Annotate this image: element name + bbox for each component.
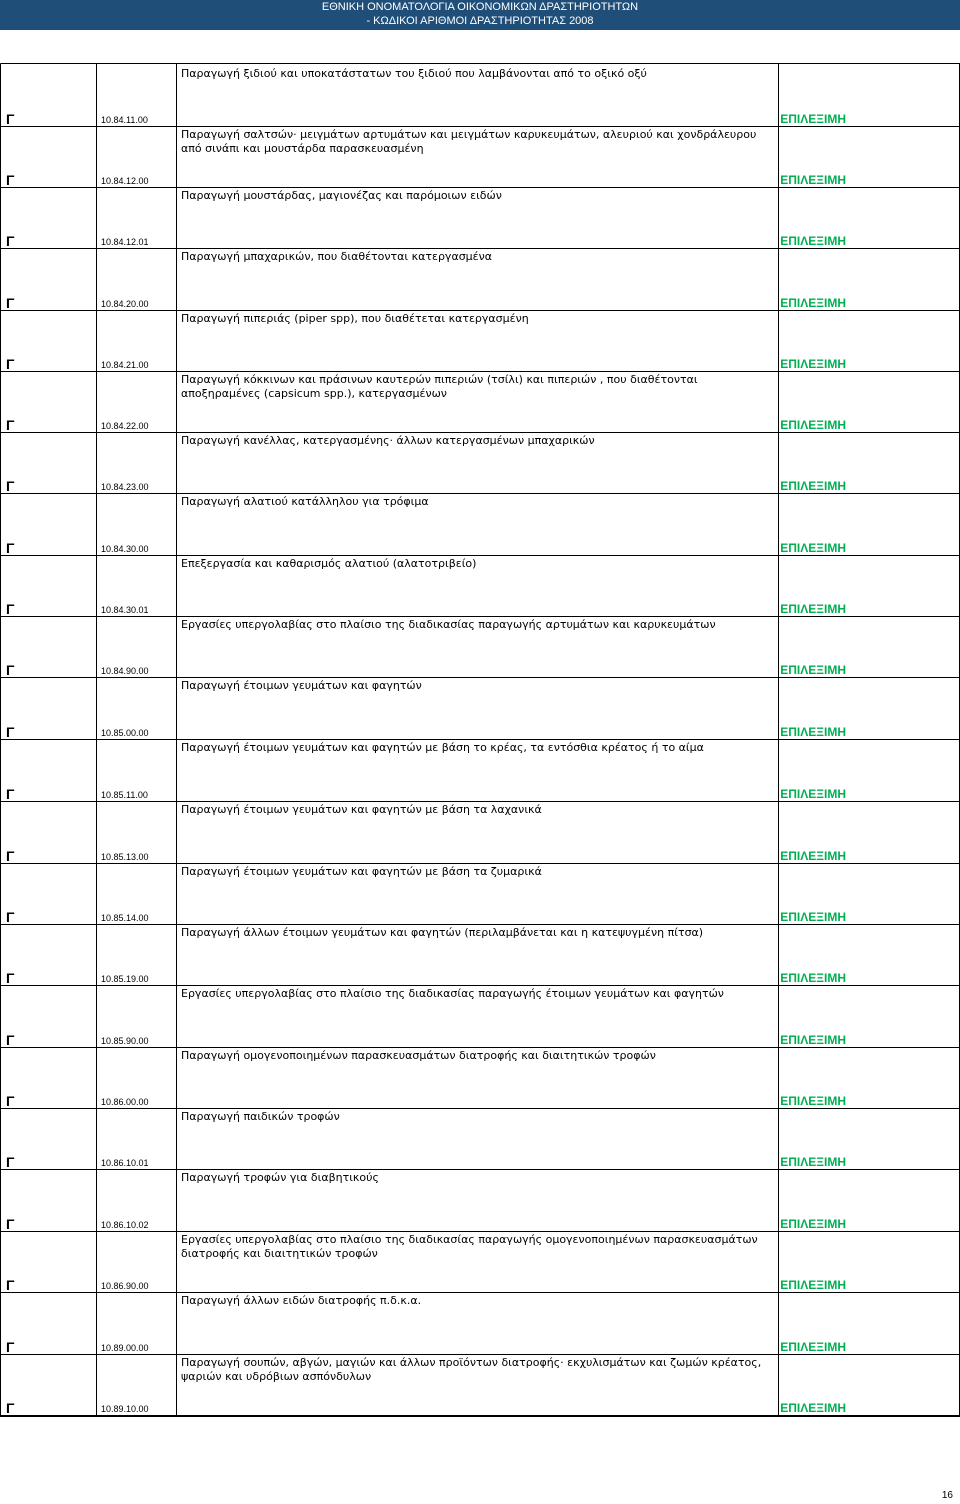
row-group-letter: Γ [6,601,15,617]
row-description: Παραγωγή σαλτσών· μειγμάτων αρτυμάτων και μειγμάτων καρυκευμάτων, αλευριού και χονδράλευρου από σινάπι και μουστάρδα παρασκευασμένη [181,128,757,155]
row-eligibility-status: ΕΠΙΛΕΞΙΜΗ [780,971,846,985]
row-group-letter: Γ [6,724,15,740]
row-eligibility-status: ΕΠΙΛΕΞΙΜΗ [780,1033,846,1047]
row-description: Επεξεργασία και καθαρισμός αλατιού (αλατοτριβείο) [181,557,477,570]
row-group-letter: Γ [6,1277,15,1293]
row-eligibility-status: ΕΠΙΛΕΞΙΜΗ [780,296,846,310]
row-eligibility-status: ΕΠΙΛΕΞΙΜΗ [780,1401,846,1415]
row-activity-code: 10.85.00.00 [101,728,149,738]
row-eligibility-status: ΕΠΙΛΕΞΙΜΗ [780,357,846,371]
row-group-letter: Γ [6,970,15,986]
row-description: Παραγωγή μπαχαρικών, που διαθέτονται κατεργασμένα [181,250,493,263]
row-activity-code: 10.86.10.01 [101,1158,149,1168]
row-description: Παραγωγή κόκκινων και πράσινων καυτερών πιπεριών (τσίλι) και πιπεριών , που διαθέτονται αποξηραμένες (capsicum spp.), κατεργασμένων [181,373,698,400]
row-activity-code: 10.85.90.00 [101,1036,149,1046]
row-eligibility-status: ΕΠΙΛΕΞΙΜΗ [780,725,846,739]
row-description: Εργασίες υπεργολαβίας στο πλαίσιο της διαδικασίας παραγωγής ομογενοποιημένων παρασκευασμάτων διατροφής και διαιτητικών τροφών [181,1233,758,1260]
row-description: Παραγωγή έτοιμων γευμάτων και φαγητών με βάση τα λαχανικά [181,803,542,816]
row-description: Παραγωγή άλλων ειδών διατροφής π.δ.κ.α. [181,1294,422,1307]
row-group-letter: Γ [6,417,15,433]
row-activity-code: 10.85.19.00 [101,974,149,984]
row-activity-code: 10.86.90.00 [101,1281,149,1291]
row-eligibility-status: ΕΠΙΛΕΞΙΜΗ [780,112,846,126]
row-activity-code: 10.84.22.00 [101,421,149,431]
row-group-letter: Γ [6,1339,15,1355]
row-description: Παραγωγή μουστάρδας, μαγιονέζας και παρόμοιων ειδών [181,189,502,202]
row-description: Παραγωγή κανέλλας, κατεργασμένης· άλλων κατεργασμένων μπαχαρικών [181,434,595,447]
row-activity-code: 10.84.30.01 [101,605,149,615]
row-activity-code: 10.84.12.01 [101,237,149,247]
row-group-letter: Γ [6,233,15,249]
row-activity-code: 10.85.13.00 [101,852,149,862]
page-number: 16 [941,1490,953,1501]
row-description: Εργασίες υπεργολαβίας στο πλαίσιο της διαδικασίας παραγωγής αρτυμάτων και καρυκευμάτων [181,618,716,631]
row-group-letter: Γ [6,786,15,802]
row-eligibility-status: ΕΠΙΛΕΞΙΜΗ [780,418,846,432]
row-eligibility-status: ΕΠΙΛΕΞΙΜΗ [780,787,846,801]
row-activity-code: 10.89.10.00 [101,1404,149,1414]
row-description: Εργασίες υπεργολαβίας στο πλαίσιο της διαδικασίας παραγωγής έτοιμων γευμάτων και φαγητών [181,987,724,1000]
row-group-letter: Γ [6,909,15,925]
row-group-letter: Γ [6,662,15,678]
row-group-letter: Γ [6,1032,15,1048]
row-eligibility-status: ΕΠΙΛΕΞΙΜΗ [780,1155,846,1169]
row-group-letter: Γ [6,356,15,372]
row-description: Παραγωγή πιπεριάς (piper spp), που διαθέτεται κατεργασμένη [181,312,529,325]
row-eligibility-status: ΕΠΙΛΕΞΙΜΗ [780,541,846,555]
row-activity-code: 10.85.11.00 [101,790,148,800]
row-group-letter: Γ [6,848,15,864]
row-eligibility-status: ΕΠΙΛΕΞΙΜΗ [780,1217,846,1231]
row-activity-code: 10.84.21.00 [101,360,149,370]
row-group-letter: Γ [6,172,15,188]
header-subtitle: - ΚΩΔΙΚΟΙ ΑΡΙΘΜΟΙ ΔΡΑΣΤΗΡΙΟΤΗΤΑΣ 2008 [366,15,594,27]
row-description: Παραγωγή ομογενοποιημένων παρασκευασμάτων διατροφής και διαιτητικών τροφών [181,1049,656,1062]
row-eligibility-status: ΕΠΙΛΕΞΙΜΗ [780,234,846,248]
row-eligibility-status: ΕΠΙΛΕΞΙΜΗ [780,910,846,924]
row-description: Παραγωγή αλατιού κατάλληλου για τρόφιμα [181,495,429,508]
row-group-letter: Γ [6,295,15,311]
row-group-letter: Γ [6,1216,15,1232]
row-group-letter: Γ [6,1093,15,1109]
row-activity-code: 10.84.20.00 [101,299,149,309]
row-group-letter: Γ [6,111,15,127]
row-eligibility-status: ΕΠΙΛΕΞΙΜΗ [780,849,846,863]
row-eligibility-status: ΕΠΙΛΕΞΙΜΗ [780,1340,846,1354]
row-group-letter: Γ [6,478,15,494]
row-description: Παραγωγή παιδικών τροφών [181,1110,340,1123]
row-eligibility-status: ΕΠΙΛΕΞΙΜΗ [780,1094,846,1108]
row-eligibility-status: ΕΠΙΛΕΞΙΜΗ [780,479,846,493]
row-description: Παραγωγή έτοιμων γευμάτων και φαγητών [181,679,422,692]
header-title: ΕΘΝΙΚΗ ΟΝΟΜΑΤΟΛΟΓΙΑ ΟΙΚΟΝΟΜΙΚΩΝ ΔΡΑΣΤΗΡΙΟΤΗΤΩΝ [321,1,639,13]
row-group-letter: Γ [6,540,15,556]
row-eligibility-status: ΕΠΙΛΕΞΙΜΗ [780,1278,846,1292]
row-description: Παραγωγή έτοιμων γευμάτων και φαγητών με βάση το κρέας, τα εντόσθια κρέατος ή το αίμα [181,741,704,754]
row-eligibility-status: ΕΠΙΛΕΞΙΜΗ [780,173,846,187]
row-activity-code: 10.86.00.00 [101,1097,149,1107]
row-activity-code: 10.84.12.00 [101,176,149,186]
row-activity-code: 10.84.30.00 [101,544,149,554]
row-activity-code: 10.86.10.02 [101,1220,149,1230]
intro-description: Παραγωγή ξιδιού και υποκατάστατων του ξιδιού που λαμβάνονται από το οξικό οξύ [181,67,647,80]
row-description: Παραγωγή έτοιμων γευμάτων και φαγητών με βάση τα ζυμαρικά [181,865,542,878]
row-activity-code: 10.84.11.00 [101,115,148,125]
row-description: Παραγωγή σουπών, αβγών, μαγιών και άλλων προϊόντων διατροφής· εκχυλισμάτων και ζωμών κρέατος, ψαριών και υδρόβιων ασπόνδυλων [181,1356,762,1383]
row-activity-code: 10.85.14.00 [101,913,149,923]
row-eligibility-status: ΕΠΙΛΕΞΙΜΗ [780,663,846,677]
row-group-letter: Γ [6,1400,15,1416]
row-activity-code: 10.84.90.00 [101,666,149,676]
row-activity-code: 10.89.00.00 [101,1343,149,1353]
row-activity-code: 10.84.23.00 [101,482,149,492]
row-eligibility-status: ΕΠΙΛΕΞΙΜΗ [780,602,846,616]
row-description: Παραγωγή τροφών για διαβητικούς [181,1171,379,1184]
row-group-letter: Γ [6,1154,15,1170]
row-description: Παραγωγή άλλων έτοιμων γευμάτων και φαγητών (περιλαμβάνεται και η κατεψυγμένη πίτσα) [181,926,704,939]
